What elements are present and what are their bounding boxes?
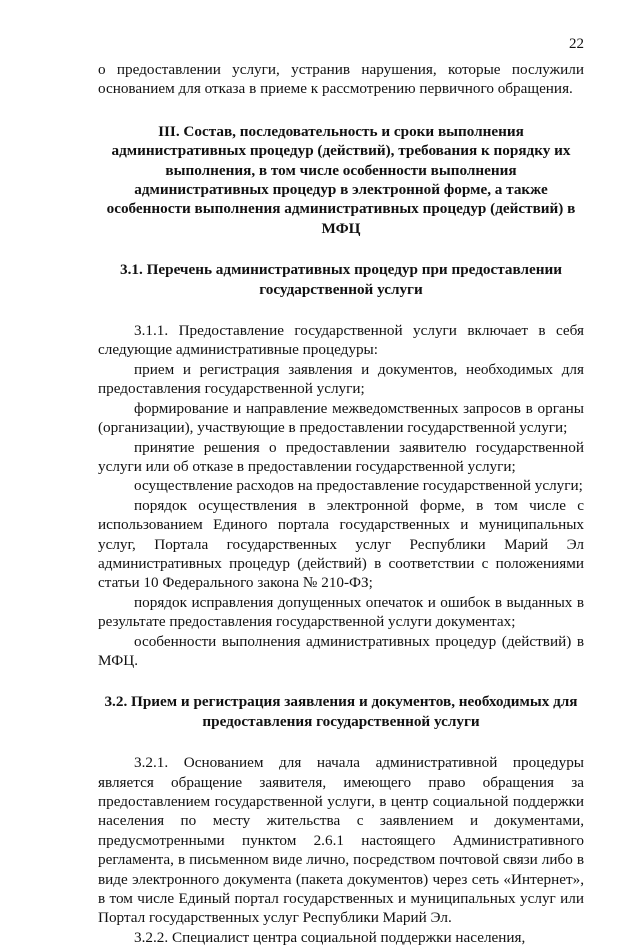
- paragraph-3-1-1: 3.1.1. Предоставление государственной услуги включает в себя следующие административные процедуры:: [98, 322, 584, 359]
- procedure-item: особенности выполнения административных процедур (действий) в МФЦ.: [98, 632, 584, 669]
- procedure-item: прием и регистрация заявления и документов, необходимых для предоставления государственной услуги;: [98, 360, 584, 398]
- procedure-item: принятие решения о предоставлении заявителю государственной услуги или об отказе в предоставлении государственной услуги;: [98, 438, 584, 475]
- procedure-item: осуществление расходов на предоставление государственной услуги;: [134, 477, 583, 495]
- subsection-3-2-heading: 3.2. Прием и регистрация заявления и документов, необходимых для предоставления государственной услуги: [104, 693, 578, 730]
- paragraph-3-2-1: 3.2.1. Основанием для начала административной процедуры является обращение заявителя, имеющего право обращения за предоставлением государственной услуги, в центр социальной поддержки населения по месту жительства с заявлением и документами, предусмотренными пунктом 2.6.1 настоящего Административного регламента, в письменном виде лично, посредством почтовой связи либо в виде электронного документа (пакета документов) через сеть «Интернет», в том числе Единый портал государственных и муниципальных услуг или Портал государственных услуг Республики Марий Эл.: [98, 754, 584, 927]
- procedure-item: формирование и направление межведомственных запросов в органы (организации), участвующие в предоставлении государственной услуги;: [98, 399, 584, 437]
- paragraph-top: о предоставлении услуги, устранив нарушения, которые послужили основанием для отказа в приеме к рассмотрению первичного обращения.: [98, 61, 584, 98]
- section-heading: III. Состав, последовательность и сроки выполнения административных процедур (действий), требования к порядку их выполнения, в том числе особенности выполнения административных процедур в электронной форме, а также особенности выполнения административных процедур (действий) в МФЦ: [106, 122, 576, 237]
- document-body: [98, 60, 584, 947]
- subsection-3-1-heading: 3.1. Перечень административных процедур при предоставлении государственной услуги: [119, 261, 562, 298]
- page-number: 22: [569, 36, 584, 52]
- procedure-item: порядок исправления допущенных опечаток и ошибок в выданных в результате предоставления государственной услуги документах;: [98, 593, 584, 631]
- procedure-item: порядок осуществления в электронной форме, в том числе с использованием Единого портала государственных и муниципальных услуг, Портала государственных услуг Республики Марий Эл административных процедур (действий) в соответствии с положениями статьи 10 Федерального закона № 210-ФЗ;: [98, 496, 584, 592]
- paragraph-3-2-2: 3.2.2. Специалист центра социальной поддержки населения,: [134, 928, 526, 946]
